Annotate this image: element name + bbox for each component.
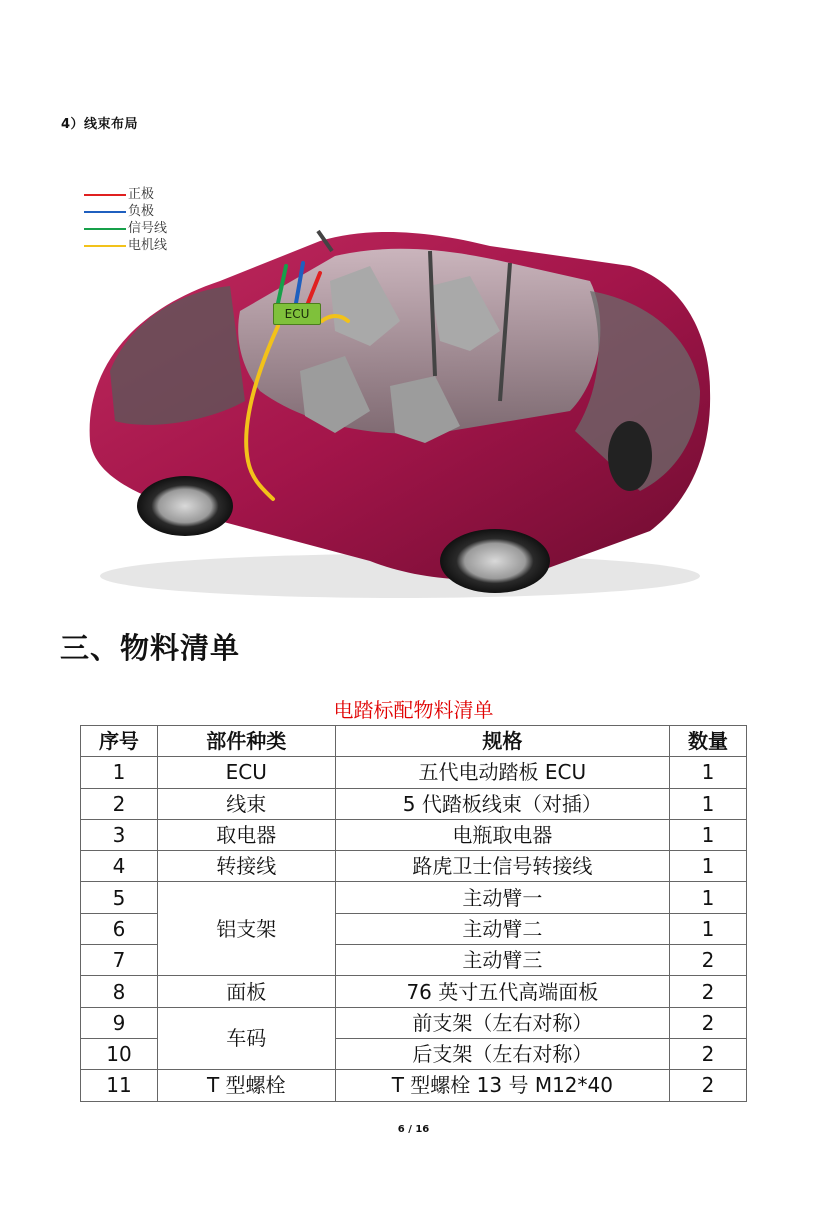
cell-qty: 1	[670, 819, 747, 850]
header-cell-spec: 规格	[335, 726, 669, 757]
cell-no: 4	[81, 851, 158, 882]
cell-no: 11	[81, 1070, 158, 1101]
cell-no: 3	[81, 819, 158, 850]
cell-spec: 主动臂一	[335, 882, 669, 913]
table-row	[81, 819, 747, 850]
cell-no: 7	[81, 945, 158, 976]
cell-no: 10	[81, 1038, 158, 1069]
header-cell-type: 部件种类	[157, 726, 335, 757]
legend-swatch	[84, 194, 126, 196]
cell-qty: 1	[670, 757, 747, 788]
table-row	[81, 851, 747, 882]
table-row	[81, 976, 747, 1007]
cell-qty: 1	[670, 913, 747, 944]
cell-spec: 路虎卫士信号转接线	[335, 851, 669, 882]
header-cell-qty: 数量	[670, 726, 747, 757]
cell-spec: 76 英寸五代高端面板	[335, 976, 669, 1007]
cell-spec: 主动臂三	[335, 945, 669, 976]
table-row	[81, 1007, 747, 1038]
cell-no: 9	[81, 1007, 158, 1038]
cell-no: 2	[81, 788, 158, 819]
legend-label: 正极	[128, 186, 155, 202]
cell-qty: 1	[670, 882, 747, 913]
car-wiring-figure	[70, 171, 720, 601]
table-row	[81, 757, 747, 788]
legend-label: 负极	[128, 203, 155, 219]
cell-spec: 后支架（左右对称）	[335, 1038, 669, 1069]
subsection-heading: 4）线束布局	[61, 117, 139, 132]
cell-no: 5	[81, 882, 158, 913]
cell-qty: 2	[670, 945, 747, 976]
section-title: 三、物料清单	[60, 631, 241, 665]
legend-label: 信号线	[128, 220, 168, 236]
table-caption: 电踏标配物料清单	[333, 698, 494, 722]
header-cell-no: 序号	[81, 726, 158, 757]
cell-type: 线束	[157, 788, 335, 819]
legend-swatch	[84, 211, 126, 213]
table-row	[81, 788, 747, 819]
cell-type: T 型螺栓	[157, 1070, 335, 1101]
table-row	[81, 1070, 747, 1101]
bill-of-materials-table	[80, 725, 747, 1102]
cell-type: 取电器	[157, 819, 335, 850]
cell-type: 面板	[157, 976, 335, 1007]
cell-qty: 1	[670, 788, 747, 819]
cell-spec: T 型螺栓 13 号 M12*40	[335, 1070, 669, 1101]
legend-item-motor	[84, 237, 167, 254]
legend-swatch	[84, 228, 126, 230]
legend-item-signal	[84, 220, 167, 237]
legend-label: 电机线	[128, 237, 168, 253]
table-header-row	[81, 726, 747, 757]
car-cutaway-illustration	[70, 171, 720, 601]
cell-type: 转接线	[157, 851, 335, 882]
cell-qty: 2	[670, 1070, 747, 1101]
cell-spec: 前支架（左右对称）	[335, 1007, 669, 1038]
cell-spec: 五代电动踏板 ECU	[335, 757, 669, 788]
cell-qty: 1	[670, 851, 747, 882]
ecu-label-box: ECU	[273, 303, 321, 325]
legend-item-positive	[84, 186, 167, 203]
cell-no: 1	[81, 757, 158, 788]
cell-no: 8	[81, 976, 158, 1007]
cell-type: ECU	[157, 757, 335, 788]
legend-item-negative	[84, 203, 167, 220]
cell-no: 6	[81, 913, 158, 944]
cell-spec: 电瓶取电器	[335, 819, 669, 850]
cell-type: 铝支架	[157, 882, 335, 976]
table-row	[81, 882, 747, 913]
wire-color-legend	[84, 186, 167, 254]
cell-qty: 2	[670, 1038, 747, 1069]
cell-spec: 5 代踏板线束（对插）	[335, 788, 669, 819]
legend-swatch	[84, 245, 126, 247]
cell-qty: 2	[670, 1007, 747, 1038]
cell-type: 车码	[157, 1007, 335, 1070]
cell-spec: 主动臂二	[335, 913, 669, 944]
cell-qty: 2	[670, 976, 747, 1007]
page-number: 6 / 16	[397, 1124, 430, 1135]
